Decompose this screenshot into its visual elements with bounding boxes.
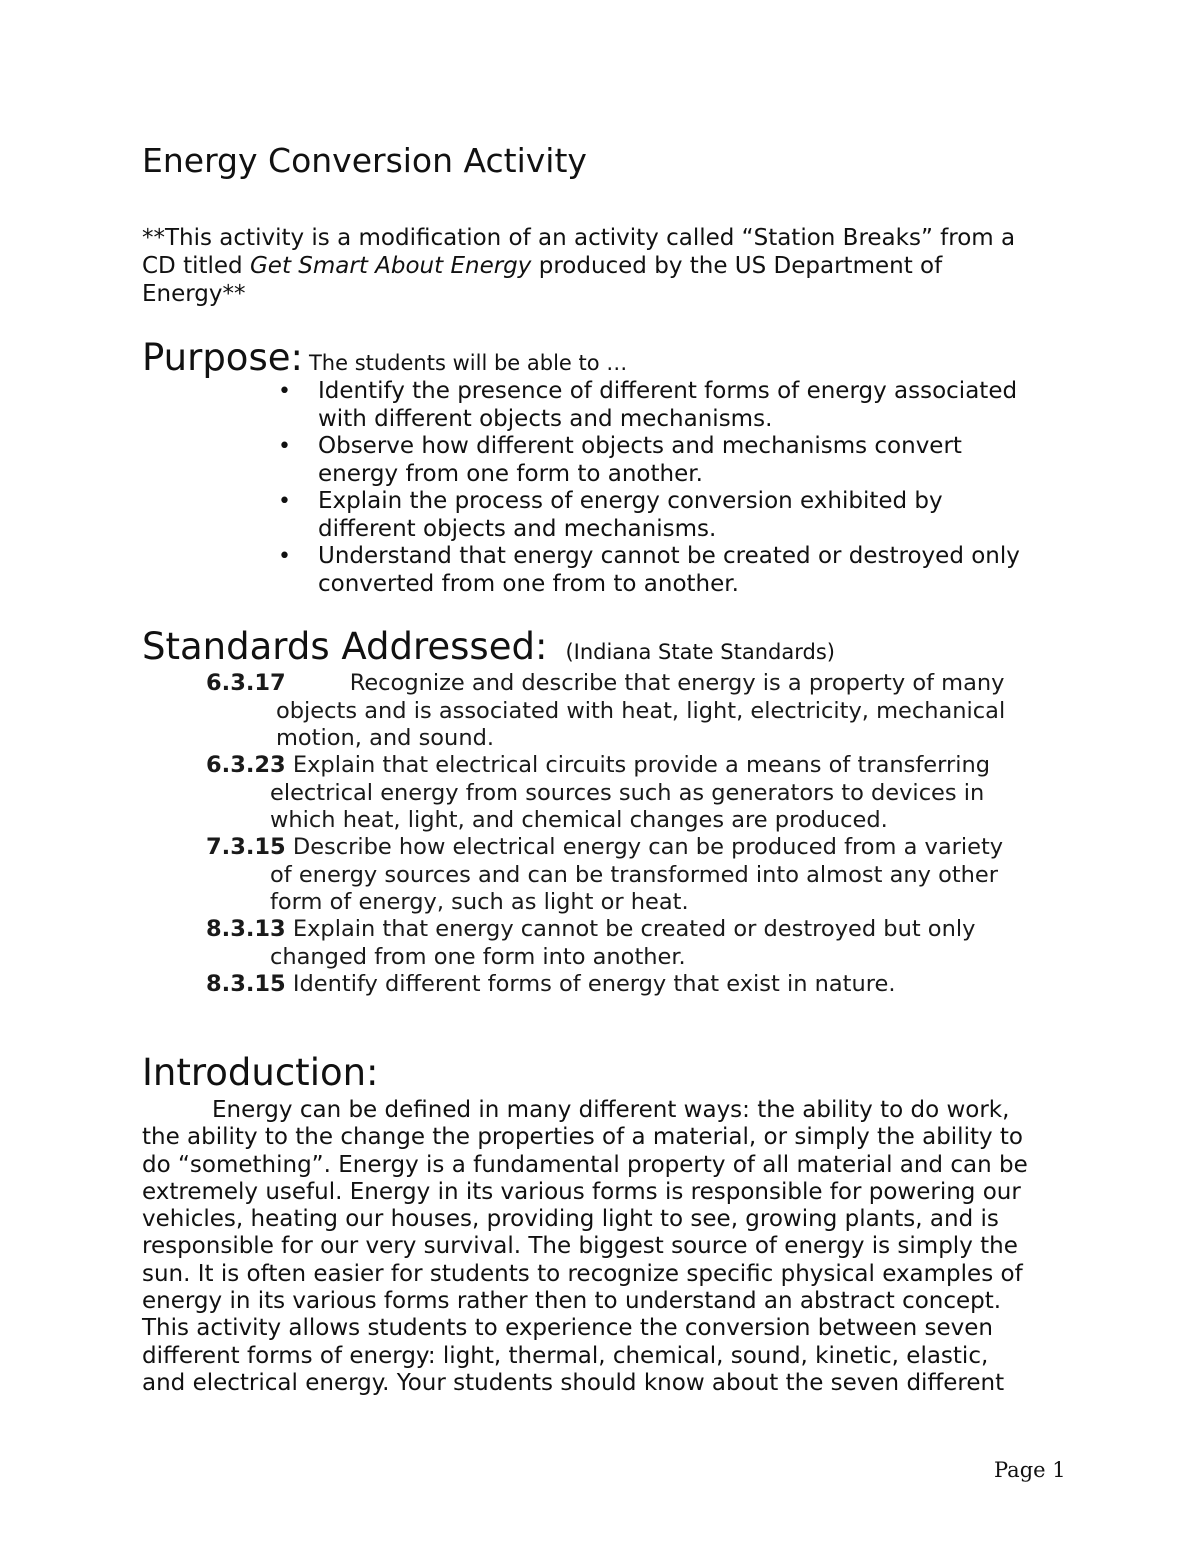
paragraph-line: different forms of energy: light, thermal, chemical, sound, kinetic, elastic, <box>142 1342 989 1369</box>
standard-text: objects and is associated with heat, light, electricity, mechanical <box>276 697 1006 724</box>
purpose-item-line: Explain the process of energy conversion exhibited by <box>318 488 943 514</box>
standard-text: which heat, light, and chemical changes are produced. <box>270 807 888 833</box>
paragraph-line: energy in its various forms rather then to understand an abstract concept. <box>142 1288 1002 1315</box>
introduction-heading-row <box>142 1050 379 1096</box>
standard-code: 8.3.13 <box>206 916 286 942</box>
standard-item <box>206 752 1086 835</box>
bullet-icon: • <box>278 544 291 569</box>
attribution-note <box>142 224 1072 308</box>
purpose-heading: Purpose: <box>142 336 303 379</box>
standard-text: Recognize and describe that energy is a property of many <box>349 670 1005 696</box>
note-line <box>142 252 1072 280</box>
purpose-item-line: with different objects and mechanisms. <box>318 405 773 432</box>
paragraph-line: responsible for our very survival. The biggest source of energy is simply the <box>142 1233 1018 1260</box>
standard-code: 6.3.23 <box>206 752 286 778</box>
standard-text: Explain that electrical circuits provide a means of transferring <box>292 752 991 778</box>
paragraph-line: vehicles, heating our houses, providing light to see, growing plants, and is <box>142 1206 999 1233</box>
introduction-paragraph <box>142 1097 1072 1397</box>
purpose-item <box>270 433 1090 488</box>
standard-text: Identify different forms of energy that exist in nature. <box>292 971 896 997</box>
note-line: **This activity is a modification of an activity called “Station Breaks” from a <box>142 225 1016 251</box>
bullet-icon: • <box>278 489 291 514</box>
paragraph-line: and electrical energy. Your students should know about the seven different <box>142 1369 1005 1396</box>
standard-item <box>206 971 1086 999</box>
paragraph-line: extremely useful. Energy in its various forms is responsible for powering our <box>142 1178 1021 1205</box>
standard-text: Explain that energy cannot be created or destroyed but only <box>292 916 976 942</box>
standards-heading-row <box>142 624 835 670</box>
standard-code: 7.3.15 <box>206 834 286 860</box>
standard-text: changed from one form into another. <box>270 943 686 970</box>
purpose-item-line: Observe how different objects and mechanisms convert <box>318 433 962 459</box>
paragraph-line: do “something”. Energy is a fundamental property of all material and can be <box>142 1151 1028 1178</box>
purpose-list <box>270 378 1090 598</box>
paragraph-line: sun. It is often easier for students to recognize specific physical examples of <box>142 1260 1023 1287</box>
note-line: Energy** <box>142 281 246 307</box>
standard-text: form of energy, such as light or heat. <box>270 889 689 915</box>
standard-code: 8.3.15 <box>206 971 286 997</box>
standards-heading: Standards Addressed: <box>142 625 548 668</box>
bullet-icon: • <box>278 434 291 459</box>
purpose-intro: The students will be able to … <box>308 351 628 375</box>
paragraph-line: the ability to the change the properties of a material, or simply the ability to <box>142 1124 1023 1151</box>
standard-text: motion, and sound. <box>276 725 495 751</box>
standards-source: (Indiana State Standards) <box>565 640 835 664</box>
standard-text: electrical energy from sources such as generators to devices in <box>270 779 985 806</box>
standard-item <box>206 834 1086 917</box>
purpose-item-line: converted from one from to another. <box>318 570 739 597</box>
purpose-item-line: Understand that energy cannot be created or destroyed only <box>318 543 1020 569</box>
page-number: Page 1 <box>994 1458 1066 1482</box>
purpose-item <box>270 378 1090 433</box>
paragraph-line: This activity allows students to experience the conversion between seven <box>142 1315 993 1342</box>
note-text: CD titled <box>142 253 250 279</box>
bullet-icon: • <box>278 379 291 404</box>
document-title: Energy Conversion Activity <box>142 141 587 180</box>
purpose-item <box>270 488 1090 543</box>
standard-text: Describe how electrical energy can be produced from a variety <box>292 834 1004 860</box>
standard-code: 6.3.17 <box>206 670 286 696</box>
purpose-item-line: different objects and mechanisms. <box>318 515 717 542</box>
paragraph-line: Energy can be defined in many different ways: the ability to do work, <box>212 1097 1010 1123</box>
purpose-item-line: Identify the presence of different forms of energy associated <box>318 378 1018 404</box>
standard-text: of energy sources and can be transformed into almost any other <box>270 861 999 888</box>
note-cd-title: Get Smart About Energy <box>249 253 532 279</box>
standard-item <box>206 916 1086 971</box>
standard-item <box>206 670 1086 753</box>
purpose-item-line: energy from one form to another. <box>318 460 703 487</box>
introduction-heading: Introduction: <box>142 1051 379 1094</box>
purpose-heading-row <box>142 335 627 381</box>
purpose-item <box>270 543 1090 598</box>
note-text: produced by the US Department of <box>531 253 943 279</box>
